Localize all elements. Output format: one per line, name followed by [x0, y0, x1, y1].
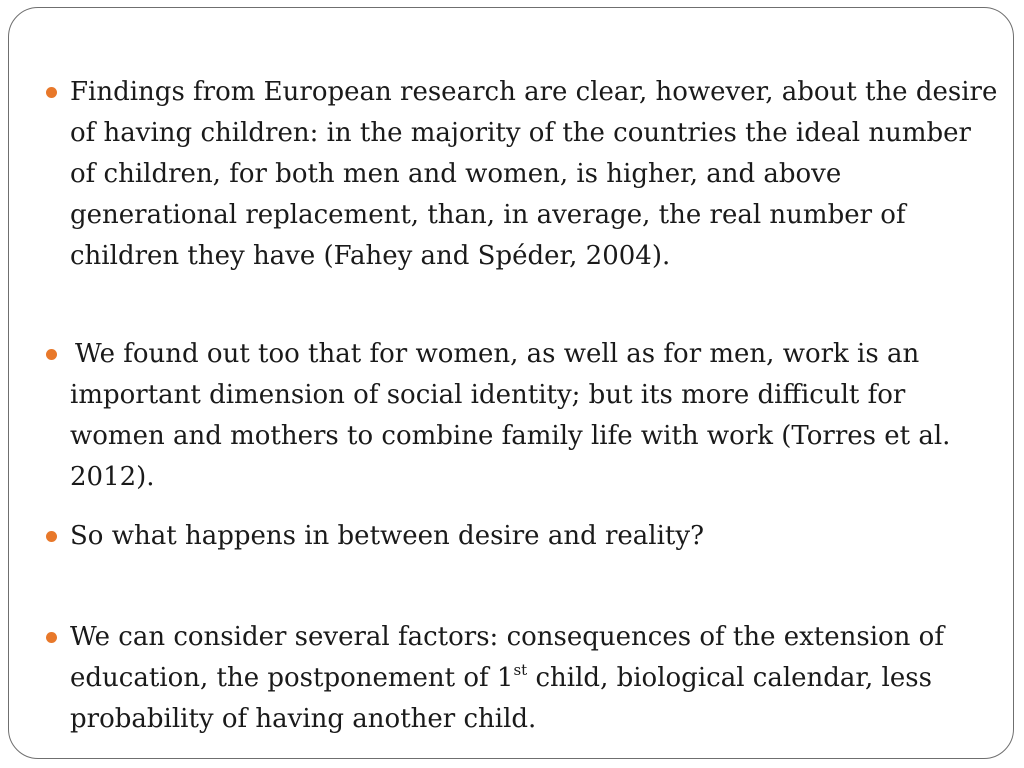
bullet-text-part: child, biological calendar, less probability of having another child. — [70, 663, 932, 734]
bullet-dot-icon — [46, 531, 57, 542]
slide-frame — [8, 7, 1014, 759]
bullet-text — [70, 622, 944, 734]
bullet-text: Findings from European research are clear, however, about the desire of having children: in the majority of the countries the ideal number of children, for both men and women, is higher, and above generational replacement, than, in average, the real number of children they have (Fahey and Spéder, 2004). — [70, 77, 998, 271]
bullet-dot-icon — [46, 632, 57, 643]
bullet-text-part: We can consider several factors: consequences of the extension of education, the postponement of 1 — [70, 622, 944, 693]
bullet-dot-icon — [46, 87, 57, 98]
bullet-text: We found out too that for women, as well as for men, work is an important dimension of social identity; but its more difficult for women and mothers to combine family life with work (Torres et al. 2012). — [70, 339, 951, 492]
bullet-item — [70, 516, 1000, 557]
bullet-item — [70, 617, 1000, 740]
bullet-dot-icon — [46, 349, 57, 360]
bullet-text: So what happens in between desire and reality? — [70, 521, 705, 551]
ordinal-superscript: st — [513, 661, 528, 679]
bullet-item — [70, 72, 1000, 277]
bullet-item — [70, 334, 1000, 498]
